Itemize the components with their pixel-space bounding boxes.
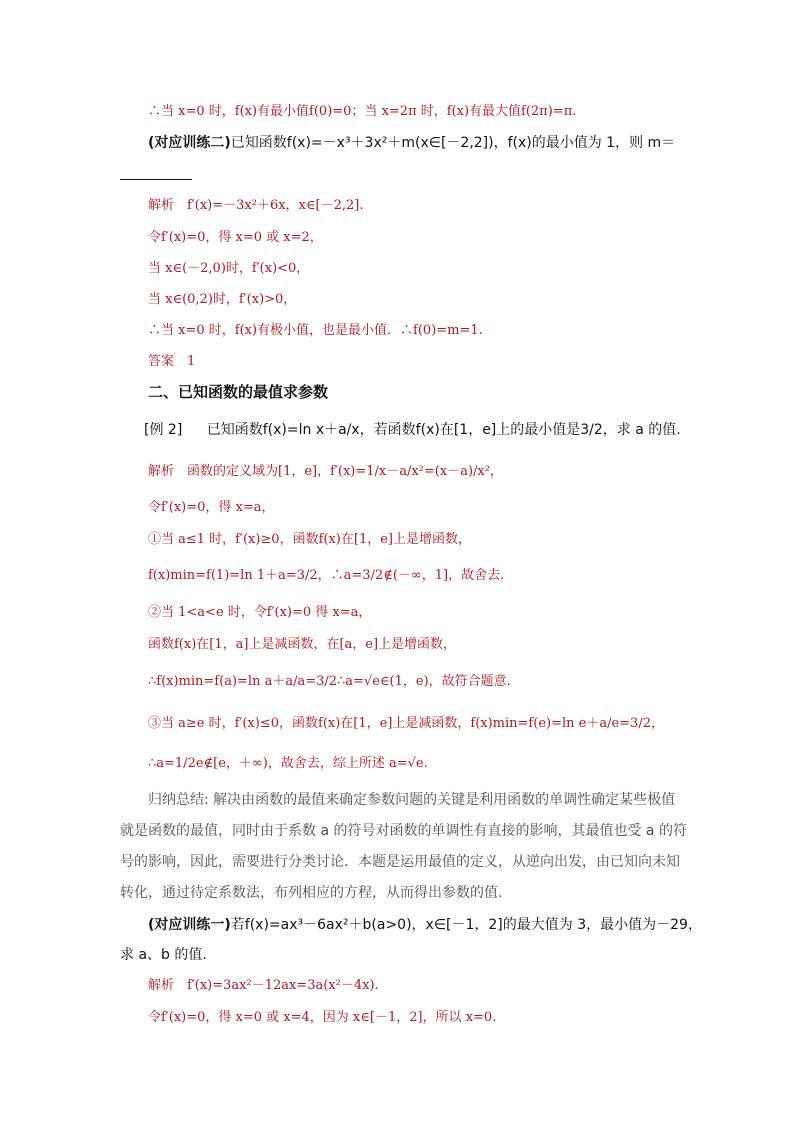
case-one-result: f(x)min=f(1)=ln 1＋a=3/2，∴a=3/2∉(－∞，1]，故舍去. <box>148 568 505 583</box>
solution-step-3: 当 x∈(－2,0)时，f′(x)<0， <box>148 261 310 276</box>
summary-line-1: 归纳总结: 解决由函数的最值来确定参数问题的关键是利用函数的单调性确定某些极值 <box>148 792 676 808</box>
solution-step-4: 当 x∈(0,2)时，f′(x)>0， <box>148 292 297 307</box>
section-heading: 二、已知函数的最值求参数 <box>148 383 329 401</box>
solution-step-2: 令f′(x)=0，得 x=0 或 x=2， <box>148 230 323 245</box>
answer-line: 答案 1 <box>148 354 196 369</box>
exercise-one-solution-2: 令f′(x)=0，得 x=0 或 x=4，因为 x∈[－1，2]，所以 x=0. <box>148 1010 497 1025</box>
case-three: ③当 a≥e 时，f′(x)≤0，函数f(x)在[1，e]上是减函数，f(x)min=f(e)=ln e＋a/e=3/2， <box>148 716 664 731</box>
exercise-one-text: 若f(x)=ax³－6ax²＋b(a>0)，x∈[－1，2]的最大值为 3，最小值为－29， <box>230 917 702 933</box>
summary-line-2: 就是函数的最值，同时由于系数 a 的符号对函数的单调性有直接的影响，其最值也受 a 的符 <box>120 823 687 839</box>
case-three-result: ∴a=1/2e∉[e，＋∞)，故舍去，综上所述 a=√e. <box>148 756 428 771</box>
summary-line-4: 转化，通过待定系数法，布列相应的方程，从而得出参数的值. <box>120 885 503 901</box>
example-solution-2: 令f′(x)=0，得 x=a， <box>148 500 275 515</box>
exercise-two-label: (对应训练二) <box>148 135 231 151</box>
answer-blank <box>120 179 192 180</box>
case-one: ①当 a≤1 时，f′(x)≥0，函数f(x)在[1，e]上是增函数， <box>148 532 471 547</box>
solution-step-1: 解析 f′(x)=－3x²＋6x，x∈[－2,2]. <box>148 198 364 213</box>
exercise-one <box>148 916 702 934</box>
summary-line-3: 号的影响，因此，需要进行分类讨论．本题是运用最值的定义，从逆向出发，由已知向未知 <box>120 854 680 870</box>
conclusion-line: ∴当 x=0 时，f(x)有最小值f(0)=0；当 x=2π 时，f(x)有最大值f(2π)=π. <box>148 104 577 119</box>
exercise-one-text-cont: 求 a、b 的值. <box>120 947 207 963</box>
exercise-two <box>148 134 675 152</box>
case-two: ②当 1<a<e 时，令f′(x)=0 得 x=a， <box>148 605 372 620</box>
example-two <box>144 421 681 439</box>
exercise-two-text: 已知函数f(x)=－x³＋3x²＋m(x∈[－2,2])，f(x)的最小值为 1，则 m＝ <box>230 135 676 151</box>
case-two-result: ∴f(x)min=f(a)=ln a＋a/a=3/2∴a=√e∈(1，e)，故符合题意. <box>148 674 511 689</box>
exercise-one-label: (对应训练一) <box>148 917 231 933</box>
example-two-text: 已知函数f(x)=ln x＋a/x，若函数f(x)在[1，e]上的最小值是3/2，求 a 的值. <box>206 422 681 438</box>
example-solution-1: 解析 函数的定义域为[1，e]，f′(x)=1/x－a/x²=(x－a)/x²， <box>148 464 503 479</box>
example-two-label: [例 2] <box>144 422 183 438</box>
case-two-monotone: 函数f(x)在[1，a]上是减函数，在[a，e]上是增函数， <box>148 637 457 652</box>
exercise-one-solution-1: 解析 f′(x)=3ax²－12ax=3a(x²－4x). <box>148 978 379 993</box>
solution-step-5: ∴当 x=0 时，f(x)有极小值，也是最小值．∴f(0)=m=1. <box>148 323 483 338</box>
